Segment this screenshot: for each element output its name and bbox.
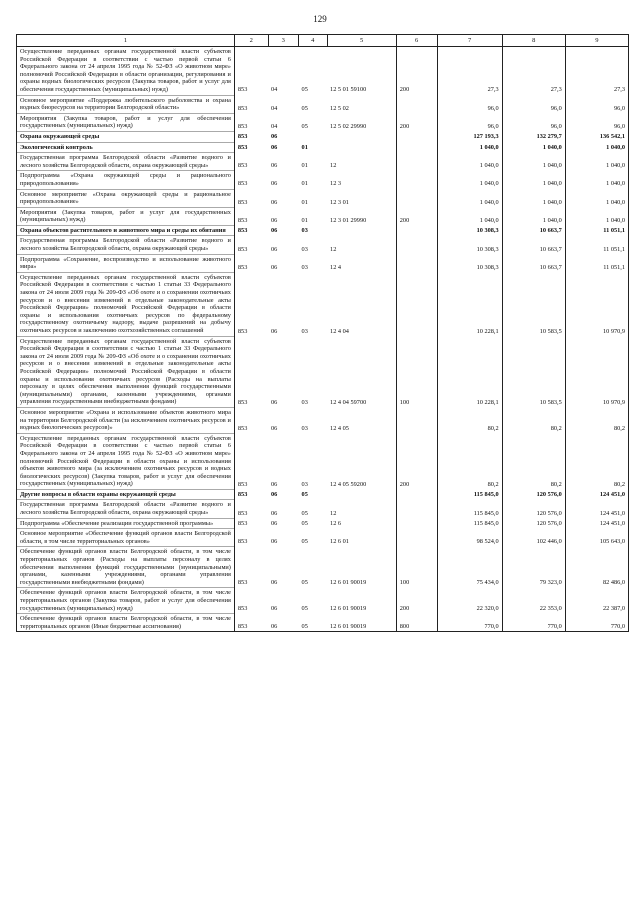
code-expense-type bbox=[396, 153, 437, 171]
code-gov: 853 bbox=[234, 614, 268, 632]
code-target: 12 3 01 bbox=[330, 198, 349, 206]
code-section: 04 bbox=[271, 104, 278, 112]
amount-year-1: 96,0 bbox=[437, 95, 502, 113]
code-subsection: 03 bbox=[301, 398, 308, 406]
code-gov: 853 bbox=[237, 104, 248, 112]
table-row bbox=[17, 272, 629, 336]
page-number: 129 bbox=[313, 14, 327, 24]
code-gov: 853 bbox=[237, 162, 248, 170]
amount-year-3: 1 040,0 bbox=[565, 171, 628, 189]
amount-year-2: 22 353,0 bbox=[502, 588, 565, 614]
code-gov: 853 bbox=[237, 245, 248, 253]
table-row bbox=[17, 236, 629, 254]
amount-year-1: 96,0 bbox=[437, 113, 502, 131]
amount-year-3: 11 051,1 bbox=[565, 236, 628, 254]
row-description: Мероприятия (Закупка товаров, работ и услуг для государственных (муниципальных) нужд) bbox=[17, 207, 235, 225]
code-expense-type bbox=[396, 95, 437, 113]
amount-year-2: 79 323,0 bbox=[502, 547, 565, 588]
amount-year-3: 770,0 bbox=[565, 614, 628, 632]
code-section: 06 bbox=[271, 263, 278, 271]
code-target: 12 4 05 59200 bbox=[330, 480, 367, 488]
row-description: Государственная программа Белгородской области «Развитие водного и лесного хозяйства Белгородской области, охрана окружающей среды» bbox=[17, 153, 235, 171]
row-description: Обеспечение функций органов власти Белгородской области, в том числе территориальных органов (Закупка товаров, работ и услуг для обеспечения государственных (муниципальных) нужд) bbox=[17, 588, 235, 614]
amount-year-3: 27,3 bbox=[565, 47, 628, 96]
amount-year-1: 1 040,0 bbox=[437, 171, 502, 189]
code-section: 04 bbox=[271, 122, 278, 130]
code-section: 06 bbox=[271, 245, 278, 253]
amount-year-2: 120 576,0 bbox=[502, 518, 565, 529]
code-section: 04 bbox=[271, 86, 278, 94]
amount-year-1: 10 308,3 bbox=[437, 254, 502, 272]
code-subsection: 01 bbox=[301, 180, 308, 188]
amount-year-2: 10 663,7 bbox=[502, 236, 565, 254]
amount-year-2: 80,2 bbox=[502, 407, 565, 433]
amount-year-2: 27,3 bbox=[502, 47, 565, 96]
amount-year-1: 27,3 bbox=[437, 47, 502, 96]
code-subsection: 03 bbox=[301, 480, 308, 488]
code-section: 06 bbox=[271, 398, 278, 406]
code-subsection: 01 bbox=[301, 144, 308, 152]
amount-year-2: 1 040,0 bbox=[502, 153, 565, 171]
row-description: Осуществление переданных органам государственной власти субъектов Российской Федерации в соответствии с частью первой статьи 6 Федерального закона от 24 апреля 1995 года № 52-ФЗ «О животном мире» полномочий Российской Федерации в области охраны и использования объектов животного мира (за исключением охотничьих ресурсов и водных биологических ресурсов) (Закупка товаров, работ и услуг для обеспечения государственных (муниципальных) нужд) bbox=[17, 433, 235, 489]
row-description: Охрана окружающей среды bbox=[17, 131, 235, 142]
row-description: Основное мероприятие «Охрана окружающей среды и рациональное природопользование» bbox=[17, 189, 235, 207]
header-col-2: 2 bbox=[234, 35, 268, 47]
row-description: Обеспечение функций органов власти Белгородской области, в том числе территориальных органов (Расходы на выплаты персоналу в целях обеспечения выполнения функций государственными (муниципальными) органами, казенными учреждениями, органами управления государственными внебюджетными фондами) bbox=[17, 547, 235, 588]
table-row bbox=[17, 518, 629, 529]
code-gov: 853 bbox=[237, 227, 248, 235]
table-row bbox=[17, 433, 629, 489]
amount-year-3: 1 040,0 bbox=[565, 142, 628, 153]
amount-year-1: 98 524,0 bbox=[437, 529, 502, 547]
code-expense-type bbox=[396, 500, 437, 518]
code-expense-type: 800 bbox=[396, 614, 437, 632]
table-row bbox=[17, 529, 629, 547]
header-col-6: 6 bbox=[396, 35, 437, 47]
table-row bbox=[17, 336, 629, 407]
code-target: 12 bbox=[330, 245, 337, 253]
code-subsection bbox=[299, 131, 328, 142]
code-subsection: 05 bbox=[299, 614, 328, 632]
code-gov: 853 bbox=[237, 480, 248, 488]
row-description: Государственная программа Белгородской области «Развитие водного и лесного хозяйства Белгородской области, охрана окружающей среды» bbox=[17, 500, 235, 518]
code-section: 06 bbox=[271, 133, 278, 141]
table-row bbox=[17, 47, 629, 96]
amount-year-3: 80,2 bbox=[565, 433, 628, 489]
code-target: 12 4 bbox=[330, 263, 342, 271]
code-target: 12 6 01 90019 bbox=[327, 614, 396, 632]
code-section: 06 bbox=[271, 509, 278, 517]
code-subsection: 05 bbox=[301, 520, 308, 528]
code-target bbox=[327, 142, 396, 153]
amount-year-3: 80,2 bbox=[565, 407, 628, 433]
code-gov: 853 bbox=[237, 424, 248, 432]
amount-year-1: 1 040,0 bbox=[437, 189, 502, 207]
row-description: Основное мероприятие «Охрана и использование объектов животного мира на территории Белгородской области (за исключением охотничьих ресурсов и водных биологических ресурсов)» bbox=[17, 407, 235, 433]
code-target: 12 4 05 bbox=[330, 424, 349, 432]
table-row bbox=[17, 142, 629, 153]
code-subsection: 03 bbox=[301, 227, 308, 235]
code-section: 06 bbox=[271, 327, 278, 335]
amount-year-3: 124 451,0 bbox=[565, 500, 628, 518]
amount-year-1: 1 040,0 bbox=[437, 142, 502, 153]
code-gov: 853 bbox=[237, 198, 248, 206]
code-expense-type: 200 bbox=[396, 588, 437, 614]
code-expense-type bbox=[396, 254, 437, 272]
amount-year-2: 1 040,0 bbox=[502, 207, 565, 225]
code-gov: 853 bbox=[237, 491, 248, 499]
amount-year-2: 96,0 bbox=[502, 95, 565, 113]
code-target: 12 5 02 bbox=[330, 104, 349, 112]
amount-year-3: 124 451,0 bbox=[565, 518, 628, 529]
table-row bbox=[17, 254, 629, 272]
code-expense-type bbox=[396, 529, 437, 547]
code-target: 12 5 02 29990 bbox=[330, 122, 367, 130]
header-col-8: 8 bbox=[502, 35, 565, 47]
code-section: 06 bbox=[271, 216, 278, 224]
amount-year-1: 115 845,0 bbox=[437, 518, 502, 529]
table-row bbox=[17, 547, 629, 588]
header-col-4: 4 bbox=[299, 35, 328, 47]
code-target: 12 4 04 bbox=[330, 327, 349, 335]
amount-year-1: 1 040,0 bbox=[437, 207, 502, 225]
code-gov: 853 bbox=[237, 133, 248, 141]
amount-year-3: 11 051,1 bbox=[565, 225, 628, 236]
header-row bbox=[17, 35, 629, 47]
code-gov: 853 bbox=[237, 263, 248, 271]
code-expense-type: 200 bbox=[396, 113, 437, 131]
code-expense-type bbox=[396, 189, 437, 207]
header-col-1: 1 bbox=[17, 35, 235, 47]
code-target: 12 6 bbox=[330, 520, 342, 528]
row-description: Подпрограмма «Обеспечение реализации государственной программы» bbox=[17, 518, 235, 529]
amount-year-3: 136 542,1 bbox=[565, 131, 628, 142]
amount-year-1: 80,2 bbox=[437, 407, 502, 433]
table-row bbox=[17, 113, 629, 131]
amount-year-3: 1 040,0 bbox=[565, 189, 628, 207]
row-description: Экологический контроль bbox=[17, 142, 235, 153]
budget-table bbox=[16, 34, 629, 632]
table-row bbox=[17, 407, 629, 433]
code-section: 06 bbox=[271, 424, 278, 432]
code-expense-type: 200 bbox=[396, 47, 437, 96]
code-section: 06 bbox=[271, 520, 278, 528]
code-expense-type bbox=[396, 272, 437, 336]
code-section: 06 bbox=[268, 614, 299, 632]
code-target: 12 4 04 59700 bbox=[330, 398, 367, 406]
row-description: Охрана объектов растительного и животного мира и среды их обитания bbox=[17, 225, 235, 236]
code-section: 06 bbox=[271, 538, 278, 546]
code-subsection: 05 bbox=[301, 86, 308, 94]
code-expense-type bbox=[396, 236, 437, 254]
row-description: Осуществление переданных органам государственной власти субъектов Российской Федерации в соответствии с частью 1 статьи 33 Федерального закона от 24 июля 2009 года № 209-ФЗ «Об охоте и о сохранении охотничьих ресурсов и о внесении изменений в отдельные законодательные акты Российской Федерации» полномочий Российской Федерации в области охраны и использования охотничьих ресурсов по федеральному государственному охотничьему надзору, выдаче разрешений на добычу охотничьих ресурсов и заключению охотхозяйственных соглашений bbox=[17, 272, 235, 336]
amount-year-2: 10 663,7 bbox=[502, 225, 565, 236]
code-subsection: 03 bbox=[301, 424, 308, 432]
amount-year-1: 10 308,3 bbox=[437, 225, 502, 236]
amount-year-2: 770,0 bbox=[502, 614, 565, 632]
code-expense-type: 200 bbox=[396, 207, 437, 225]
code-expense-type bbox=[396, 142, 437, 153]
code-subsection: 05 bbox=[301, 605, 308, 613]
code-gov: 853 bbox=[237, 122, 248, 130]
code-subsection: 05 bbox=[301, 538, 308, 546]
code-target: 12 5 01 59100 bbox=[330, 86, 367, 94]
amount-year-2: 10 583,5 bbox=[502, 336, 565, 407]
amount-year-2: 1 040,0 bbox=[502, 189, 565, 207]
row-description: Обеспечение функций органов власти Белгородской области, в том числе территориальных органов (Иные бюджетные ассигнования) bbox=[17, 614, 235, 632]
header-col-7: 7 bbox=[437, 35, 502, 47]
code-target: 12 bbox=[330, 162, 337, 170]
amount-year-1: 115 845,0 bbox=[437, 500, 502, 518]
code-subsection: 05 bbox=[301, 509, 308, 517]
code-target: 12 3 01 29990 bbox=[330, 216, 367, 224]
table-row bbox=[17, 225, 629, 236]
table-row bbox=[17, 588, 629, 614]
amount-year-1: 115 845,0 bbox=[437, 489, 502, 500]
header-col-3: 3 bbox=[268, 35, 299, 47]
amount-year-3: 10 970,9 bbox=[565, 272, 628, 336]
amount-year-3: 11 051,1 bbox=[565, 254, 628, 272]
amount-year-3: 10 970,9 bbox=[565, 336, 628, 407]
table-row bbox=[17, 153, 629, 171]
amount-year-2: 96,0 bbox=[502, 113, 565, 131]
amount-year-3: 22 387,0 bbox=[565, 588, 628, 614]
code-section: 06 bbox=[271, 491, 278, 499]
code-gov: 853 bbox=[237, 509, 248, 517]
amount-year-3: 82 486,0 bbox=[565, 547, 628, 588]
code-section: 06 bbox=[271, 198, 278, 206]
code-gov: 853 bbox=[237, 180, 248, 188]
amount-year-1: 1 040,0 bbox=[437, 153, 502, 171]
code-section: 06 bbox=[271, 162, 278, 170]
code-expense-type bbox=[396, 489, 437, 500]
row-description: Основное мероприятие «Обеспечение функций органов власти Белгородской области, в том числе территориальных органов» bbox=[17, 529, 235, 547]
code-gov: 853 bbox=[237, 86, 248, 94]
amount-year-2: 1 040,0 bbox=[502, 171, 565, 189]
amount-year-1: 10 308,3 bbox=[437, 236, 502, 254]
code-gov: 853 bbox=[237, 605, 248, 613]
code-subsection: 05 bbox=[301, 104, 308, 112]
code-gov: 853 bbox=[237, 398, 248, 406]
row-description: Осуществление переданных органам государственной власти субъектов Российской Федерации в соответствии с частью 1 статьи 33 Федерального закона от 24 июля 2009 года № 209-ФЗ «Об охоте и о сохранении охотничьих ресурсов и о внесении изменений в отдельные законодательные акты Российской Федерации» полномочий Российской Федерации в области охраны и использования охотничьих ресурсов (Расходы на выплаты персоналу в целях обеспечения выполнения функций государственными (муниципальными) органами, казенными учреждениями, органами управления государственными внебюджетными фондами) bbox=[17, 336, 235, 407]
amount-year-1: 22 320,0 bbox=[437, 588, 502, 614]
row-description: Подпрограмма «Охрана окружающей среды и рационального природопользования» bbox=[17, 171, 235, 189]
code-target bbox=[327, 131, 396, 142]
code-section: 06 bbox=[271, 227, 278, 235]
row-description: Осуществление переданных органам государственной власти субъектов Российской Федерации в соответствии с частью первой статьи 6 Федерального закона от 24 апреля 1995 года № 52-ФЗ «О животном мире» полномочий Российской Федерации в области организации, регулирования и охраны водных биологических ресурсов (Закупка товаров, работ и услуг для обеспечения государственных (муниципальных) нужд) bbox=[17, 47, 235, 96]
amount-year-1: 10 228,1 bbox=[437, 336, 502, 407]
code-target bbox=[327, 225, 396, 236]
amount-year-2: 120 576,0 bbox=[502, 489, 565, 500]
amount-year-1: 75 434,0 bbox=[437, 547, 502, 588]
code-expense-type: 100 bbox=[396, 547, 437, 588]
code-section: 06 bbox=[271, 480, 278, 488]
amount-year-2: 10 583,5 bbox=[502, 272, 565, 336]
amount-year-2: 80,2 bbox=[502, 433, 565, 489]
row-description: Мероприятия (Закупка товаров, работ и услуг для обеспечения государственных (муниципальных) нужд) bbox=[17, 113, 235, 131]
table-row bbox=[17, 171, 629, 189]
amount-year-2: 1 040,0 bbox=[502, 142, 565, 153]
table-row bbox=[17, 189, 629, 207]
table-row bbox=[17, 207, 629, 225]
table-row bbox=[17, 131, 629, 142]
amount-year-3: 124 451,0 bbox=[565, 489, 628, 500]
header-col-5: 5 bbox=[327, 35, 396, 47]
code-gov: 853 bbox=[237, 327, 248, 335]
code-expense-type bbox=[396, 407, 437, 433]
code-section: 06 bbox=[271, 180, 278, 188]
amount-year-2: 132 279,7 bbox=[502, 131, 565, 142]
code-section: 06 bbox=[271, 144, 278, 152]
code-target: 12 6 01 bbox=[330, 538, 349, 546]
amount-year-1: 80,2 bbox=[437, 433, 502, 489]
code-subsection: 03 bbox=[301, 245, 308, 253]
code-gov: 853 bbox=[237, 579, 248, 587]
row-description: Другие вопросы в области охраны окружающей среды bbox=[17, 489, 235, 500]
amount-year-3: 105 643,0 bbox=[565, 529, 628, 547]
code-subsection: 05 bbox=[301, 579, 308, 587]
row-description: Основное мероприятие «Поддержка любительского рыболовства и охрана водных биоресурсов на территории Белгородской области» bbox=[17, 95, 235, 113]
amount-year-3: 1 040,0 bbox=[565, 207, 628, 225]
code-expense-type bbox=[396, 171, 437, 189]
code-subsection: 05 bbox=[301, 122, 308, 130]
code-target: 12 6 01 90019 bbox=[330, 579, 367, 587]
code-target: 12 bbox=[330, 509, 337, 517]
code-subsection: 05 bbox=[301, 491, 308, 499]
amount-year-2: 10 663,7 bbox=[502, 254, 565, 272]
amount-year-1: 770,0 bbox=[437, 614, 502, 632]
amount-year-3: 96,0 bbox=[565, 95, 628, 113]
code-section: 06 bbox=[271, 579, 278, 587]
code-gov: 853 bbox=[237, 520, 248, 528]
row-description: Государственная программа Белгородской области «Развитие водного и лесного хозяйства Белгородской области, охрана окружающей среды» bbox=[17, 236, 235, 254]
code-subsection: 03 bbox=[301, 263, 308, 271]
code-expense-type: 100 bbox=[396, 336, 437, 407]
code-target: 12 6 01 90019 bbox=[330, 605, 367, 613]
code-section: 06 bbox=[271, 605, 278, 613]
code-subsection: 03 bbox=[301, 327, 308, 335]
amount-year-1: 10 228,1 bbox=[437, 272, 502, 336]
code-target bbox=[327, 489, 396, 500]
table-row bbox=[17, 489, 629, 500]
code-target: 12 3 bbox=[330, 180, 342, 188]
row-description: Подпрограмма «Сохранение, воспроизводство и использование животного мира» bbox=[17, 254, 235, 272]
code-gov: 853 bbox=[237, 216, 248, 224]
amount-year-2: 120 576,0 bbox=[502, 500, 565, 518]
code-subsection: 01 bbox=[301, 216, 308, 224]
code-subsection: 01 bbox=[301, 198, 308, 206]
amount-year-1: 127 193,3 bbox=[437, 131, 502, 142]
amount-year-3: 96,0 bbox=[565, 113, 628, 131]
table-row bbox=[17, 500, 629, 518]
code-expense-type bbox=[396, 131, 437, 142]
amount-year-3: 1 040,0 bbox=[565, 153, 628, 171]
code-gov: 853 bbox=[237, 144, 248, 152]
code-expense-type bbox=[396, 518, 437, 529]
table-row bbox=[17, 95, 629, 113]
table-body bbox=[17, 47, 629, 632]
amount-year-2: 102 446,0 bbox=[502, 529, 565, 547]
code-expense-type: 200 bbox=[396, 433, 437, 489]
code-expense-type bbox=[396, 225, 437, 236]
table-row bbox=[17, 614, 629, 632]
code-gov: 853 bbox=[237, 538, 248, 546]
code-subsection: 01 bbox=[301, 162, 308, 170]
header-col-9: 9 bbox=[565, 35, 628, 47]
